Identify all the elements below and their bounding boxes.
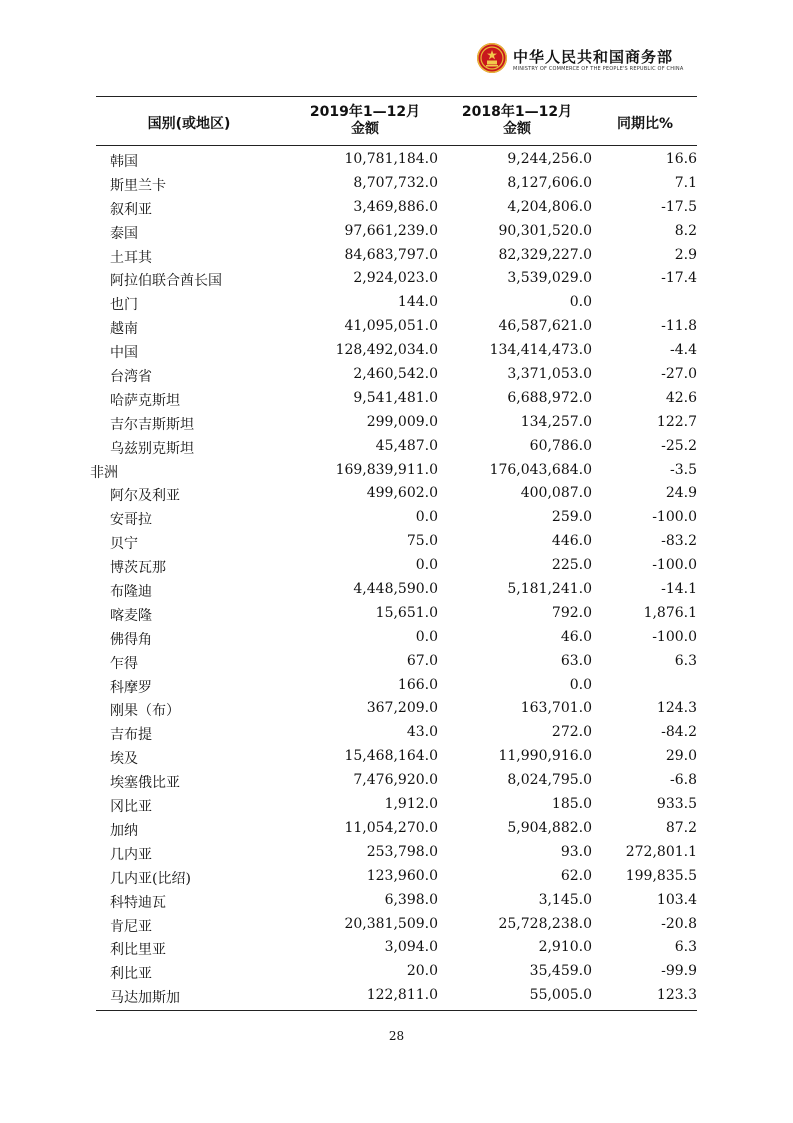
country-cell: 科特迪瓦 <box>110 894 166 911</box>
amount-2018-cell: 272.0 <box>551 724 592 741</box>
yoy-change-cell: 199,835.5 <box>625 867 697 884</box>
amount-2019-cell: 2,924,023.0 <box>353 270 438 287</box>
country-cell: 科摩罗 <box>110 679 152 696</box>
amount-2019-cell: 123,960.0 <box>366 867 438 884</box>
table-row <box>96 410 697 434</box>
table-row <box>96 219 697 243</box>
country-cell: 叙利亚 <box>110 201 152 218</box>
country-cell: 乌兹别克斯坦 <box>110 440 194 457</box>
yoy-change-cell: -14.1 <box>661 581 697 598</box>
table-row <box>96 935 697 959</box>
table-row <box>96 290 697 314</box>
country-cell: 吉布提 <box>110 727 152 744</box>
country-cell: 中国 <box>110 345 138 362</box>
amount-2019-cell: 166.0 <box>397 676 438 693</box>
table-top-rule <box>96 96 697 97</box>
country-cell: 几内亚(比绍) <box>110 870 191 887</box>
country-cell: 乍得 <box>110 655 138 672</box>
country-cell: 佛得角 <box>110 631 152 648</box>
column-header-2018-period: 2018年1—12月 <box>461 104 573 120</box>
amount-2018-cell: 163,701.0 <box>520 700 592 717</box>
table-row <box>96 386 697 410</box>
amount-2019-cell: 3,094.0 <box>384 939 438 956</box>
amount-2018-cell: 225.0 <box>551 557 592 574</box>
amount-2019-cell: 0.0 <box>415 628 438 645</box>
page-number: 28 <box>388 1029 405 1043</box>
yoy-change-cell: -3.5 <box>670 461 697 478</box>
amount-2018-cell: 176,043,684.0 <box>489 461 592 478</box>
table-row <box>96 720 697 744</box>
amount-2018-cell: 134,414,473.0 <box>489 342 592 359</box>
table-row <box>96 912 697 936</box>
yoy-change-cell: -4.4 <box>670 342 697 359</box>
yoy-change-cell: -17.4 <box>661 270 697 287</box>
country-cell: 贝宁 <box>110 536 138 553</box>
table-header-rule <box>96 145 697 146</box>
yoy-change-cell: 87.2 <box>665 819 697 836</box>
table-row <box>96 983 697 1007</box>
ministry-name-cn: 中华人民共和国商务部 <box>513 48 674 66</box>
amount-2018-cell: 259.0 <box>551 509 592 526</box>
yoy-change-cell: 122.7 <box>656 413 697 430</box>
amount-2018-cell: 792.0 <box>551 604 592 621</box>
amount-2019-cell: 253,798.0 <box>366 843 438 860</box>
table-row <box>96 601 697 625</box>
amount-2019-cell: 67.0 <box>406 652 438 669</box>
amount-2018-cell: 93.0 <box>560 843 592 860</box>
amount-2019-cell: 299,009.0 <box>366 413 438 430</box>
amount-2018-cell: 63.0 <box>560 652 592 669</box>
amount-2019-cell: 97,661,239.0 <box>344 222 438 239</box>
yoy-change-cell: 103.4 <box>656 891 697 908</box>
amount-2019-cell: 9,541,481.0 <box>353 389 438 406</box>
column-header-2019 <box>290 104 440 138</box>
amount-2018-cell: 90,301,520.0 <box>498 222 592 239</box>
table-row <box>96 792 697 816</box>
amount-2018-cell: 6,688,972.0 <box>507 389 592 406</box>
amount-2019-cell: 0.0 <box>415 557 438 574</box>
amount-2018-cell: 60,786.0 <box>529 437 592 454</box>
yoy-change-cell: 2.9 <box>674 246 697 263</box>
yoy-change-cell: 6.3 <box>674 652 697 669</box>
table-row <box>96 816 697 840</box>
amount-2019-cell: 499,602.0 <box>366 485 438 502</box>
amount-2018-cell: 446.0 <box>551 533 592 550</box>
table-row <box>96 768 697 792</box>
yoy-change-cell: 1,876.1 <box>643 604 697 621</box>
amount-2018-cell: 4,204,806.0 <box>507 198 592 215</box>
country-cell: 吉尔吉斯斯坦 <box>110 416 194 433</box>
yoy-change-cell: -25.2 <box>661 437 697 454</box>
yoy-change-cell: 124.3 <box>656 700 697 717</box>
table-row <box>96 362 697 386</box>
amount-2019-cell: 128,492,034.0 <box>335 342 438 359</box>
yoy-change-cell: -100.0 <box>652 509 697 526</box>
amount-2018-cell: 9,244,256.0 <box>507 151 592 167</box>
country-cell: 也门 <box>110 297 138 314</box>
yoy-change-cell: -11.8 <box>661 318 697 335</box>
table-row-region <box>90 458 697 482</box>
table-row <box>96 696 697 720</box>
yoy-change-cell: 933.5 <box>656 796 697 813</box>
country-cell: 利比里亚 <box>110 942 166 959</box>
amount-2019-cell: 0.0 <box>415 509 438 526</box>
table-row <box>96 553 697 577</box>
country-cell: 安哥拉 <box>110 512 152 529</box>
country-cell: 博茨瓦那 <box>110 560 166 577</box>
yoy-change-cell: -83.2 <box>661 533 697 550</box>
amount-2018-cell: 35,459.0 <box>529 963 592 980</box>
table-row <box>96 434 697 458</box>
table-row <box>96 338 697 362</box>
yoy-change-cell: 29.0 <box>665 748 697 765</box>
yoy-change-cell: -99.9 <box>661 963 697 980</box>
amount-2019-cell: 15,468,164.0 <box>344 748 438 765</box>
table-row <box>96 147 697 171</box>
amount-2019-cell: 20.0 <box>406 963 438 980</box>
table-row <box>96 314 697 338</box>
country-cell: 越南 <box>110 321 138 338</box>
amount-2018-cell: 3,145.0 <box>538 891 592 908</box>
yoy-change-cell: -6.8 <box>670 772 697 789</box>
country-cell: 斯里兰卡 <box>110 177 166 194</box>
amount-2018-cell: 5,181,241.0 <box>507 581 592 598</box>
table-row <box>96 266 697 290</box>
country-cell: 冈比亚 <box>110 799 152 816</box>
amount-2019-cell: 45,487.0 <box>375 437 438 454</box>
country-cell: 几内亚 <box>110 846 152 863</box>
yoy-change-cell: -84.2 <box>661 724 697 741</box>
amount-2019-cell: 169,839,911.0 <box>335 461 438 478</box>
table-row <box>96 840 697 864</box>
amount-2018-cell: 185.0 <box>551 796 592 813</box>
yoy-change-cell: 123.3 <box>656 987 697 1004</box>
yoy-change-cell: -20.8 <box>661 915 697 932</box>
table-row <box>96 171 697 195</box>
country-cell: 韩国 <box>110 154 138 170</box>
amount-2019-cell: 11,054,270.0 <box>344 819 438 836</box>
yoy-change-cell: 16.6 <box>665 151 697 167</box>
yoy-change-cell: 6.3 <box>674 939 697 956</box>
yoy-change-cell: -100.0 <box>652 557 697 574</box>
column-header-2019-period: 2019年1—12月 <box>309 104 421 120</box>
table-row <box>96 505 697 529</box>
yoy-change-cell: 8.2 <box>674 222 697 239</box>
amount-2019-cell: 122,811.0 <box>366 987 438 1004</box>
amount-2019-cell: 75.0 <box>406 533 438 550</box>
table-row <box>96 673 697 697</box>
amount-2018-cell: 8,127,606.0 <box>507 174 592 191</box>
table-row <box>96 577 697 601</box>
amount-2019-cell: 144.0 <box>397 294 438 311</box>
table-bottom-rule <box>96 1010 697 1011</box>
country-cell: 阿尔及利亚 <box>110 488 180 505</box>
amount-2018-cell: 3,371,053.0 <box>507 366 592 383</box>
amount-2018-cell: 8,024,795.0 <box>507 772 592 789</box>
country-cell: 泰国 <box>110 225 138 242</box>
table-row <box>96 243 697 267</box>
amount-2018-cell: 2,910.0 <box>538 939 592 956</box>
amount-2018-cell: 5,904,882.0 <box>507 819 592 836</box>
amount-2019-cell: 6,398.0 <box>384 891 438 908</box>
table-row <box>96 649 697 673</box>
country-cell: 土耳其 <box>110 249 152 266</box>
column-header-2019-amount: 金额 <box>351 121 379 137</box>
amount-2018-cell: 0.0 <box>569 294 592 311</box>
country-cell: 非洲 <box>90 464 118 481</box>
country-cell: 埃塞俄比亚 <box>110 775 180 792</box>
amount-2019-cell: 7,476,920.0 <box>353 772 438 789</box>
country-cell: 阿拉伯联合酋长国 <box>110 273 222 290</box>
yoy-change-cell: -27.0 <box>661 366 697 383</box>
amount-2019-cell: 2,460,542.0 <box>353 366 438 383</box>
column-header-yoy: 同期比% <box>616 116 674 132</box>
national-emblem-icon <box>477 43 507 73</box>
table-row <box>96 195 697 219</box>
amount-2018-cell: 46,587,621.0 <box>498 318 592 335</box>
amount-2019-cell: 15,651.0 <box>375 604 438 621</box>
column-header-2018 <box>442 104 592 138</box>
yoy-change-cell: 272,801.1 <box>625 843 697 860</box>
country-cell: 利比亚 <box>110 966 152 983</box>
amount-2019-cell: 367,209.0 <box>366 700 438 717</box>
table-row <box>96 529 697 553</box>
amount-2019-cell: 41,095,051.0 <box>344 318 438 335</box>
amount-2018-cell: 3,539,029.0 <box>507 270 592 287</box>
amount-2019-cell: 10,781,184.0 <box>344 151 438 167</box>
amount-2019-cell: 1,912.0 <box>384 796 438 813</box>
country-cell: 肯尼亚 <box>110 918 152 935</box>
amount-2019-cell: 4,448,590.0 <box>353 581 438 598</box>
table-row <box>96 625 697 649</box>
amount-2018-cell: 82,329,227.0 <box>498 246 592 263</box>
amount-2019-cell: 20,381,509.0 <box>344 915 438 932</box>
amount-2018-cell: 134,257.0 <box>520 413 592 430</box>
amount-2019-cell: 43.0 <box>406 724 438 741</box>
table-row <box>96 959 697 983</box>
country-cell: 哈萨克斯坦 <box>110 392 180 409</box>
amount-2018-cell: 46.0 <box>560 628 592 645</box>
amount-2018-cell: 55,005.0 <box>529 987 592 1004</box>
column-header-country: 国别(或地区) <box>147 116 231 132</box>
table-row <box>96 481 697 505</box>
amount-2018-cell: 400,087.0 <box>520 485 592 502</box>
amount-2019-cell: 8,707,732.0 <box>353 174 438 191</box>
amount-2018-cell: 0.0 <box>569 676 592 693</box>
country-cell: 刚果（布） <box>110 703 180 720</box>
amount-2019-cell: 84,683,797.0 <box>344 246 438 263</box>
country-cell: 布隆迪 <box>110 584 152 601</box>
yoy-change-cell: 7.1 <box>674 174 697 191</box>
ministry-name-en: MINISTRY OF COMMERCE OF THE PEOPLE'S REPUBLIC OF CHINA <box>513 66 684 72</box>
amount-2018-cell: 62.0 <box>560 867 592 884</box>
yoy-change-cell: -17.5 <box>661 198 697 215</box>
country-cell: 马达加斯加 <box>110 990 180 1007</box>
amount-2019-cell: 3,469,886.0 <box>353 198 438 215</box>
yoy-change-cell: -100.0 <box>652 628 697 645</box>
country-cell: 喀麦隆 <box>110 607 152 624</box>
amount-2018-cell: 25,728,238.0 <box>498 915 592 932</box>
table-row <box>96 888 697 912</box>
table-row <box>96 744 697 768</box>
country-cell: 台湾省 <box>110 369 152 386</box>
column-header-2018-amount: 金额 <box>503 121 531 137</box>
yoy-change-cell: 24.9 <box>665 485 697 502</box>
table-row <box>96 864 697 888</box>
country-cell: 加纳 <box>110 822 138 839</box>
yoy-change-cell: 42.6 <box>665 389 697 406</box>
country-cell: 埃及 <box>110 751 138 768</box>
trade-table-body <box>90 147 697 1007</box>
amount-2018-cell: 11,990,916.0 <box>498 748 592 765</box>
